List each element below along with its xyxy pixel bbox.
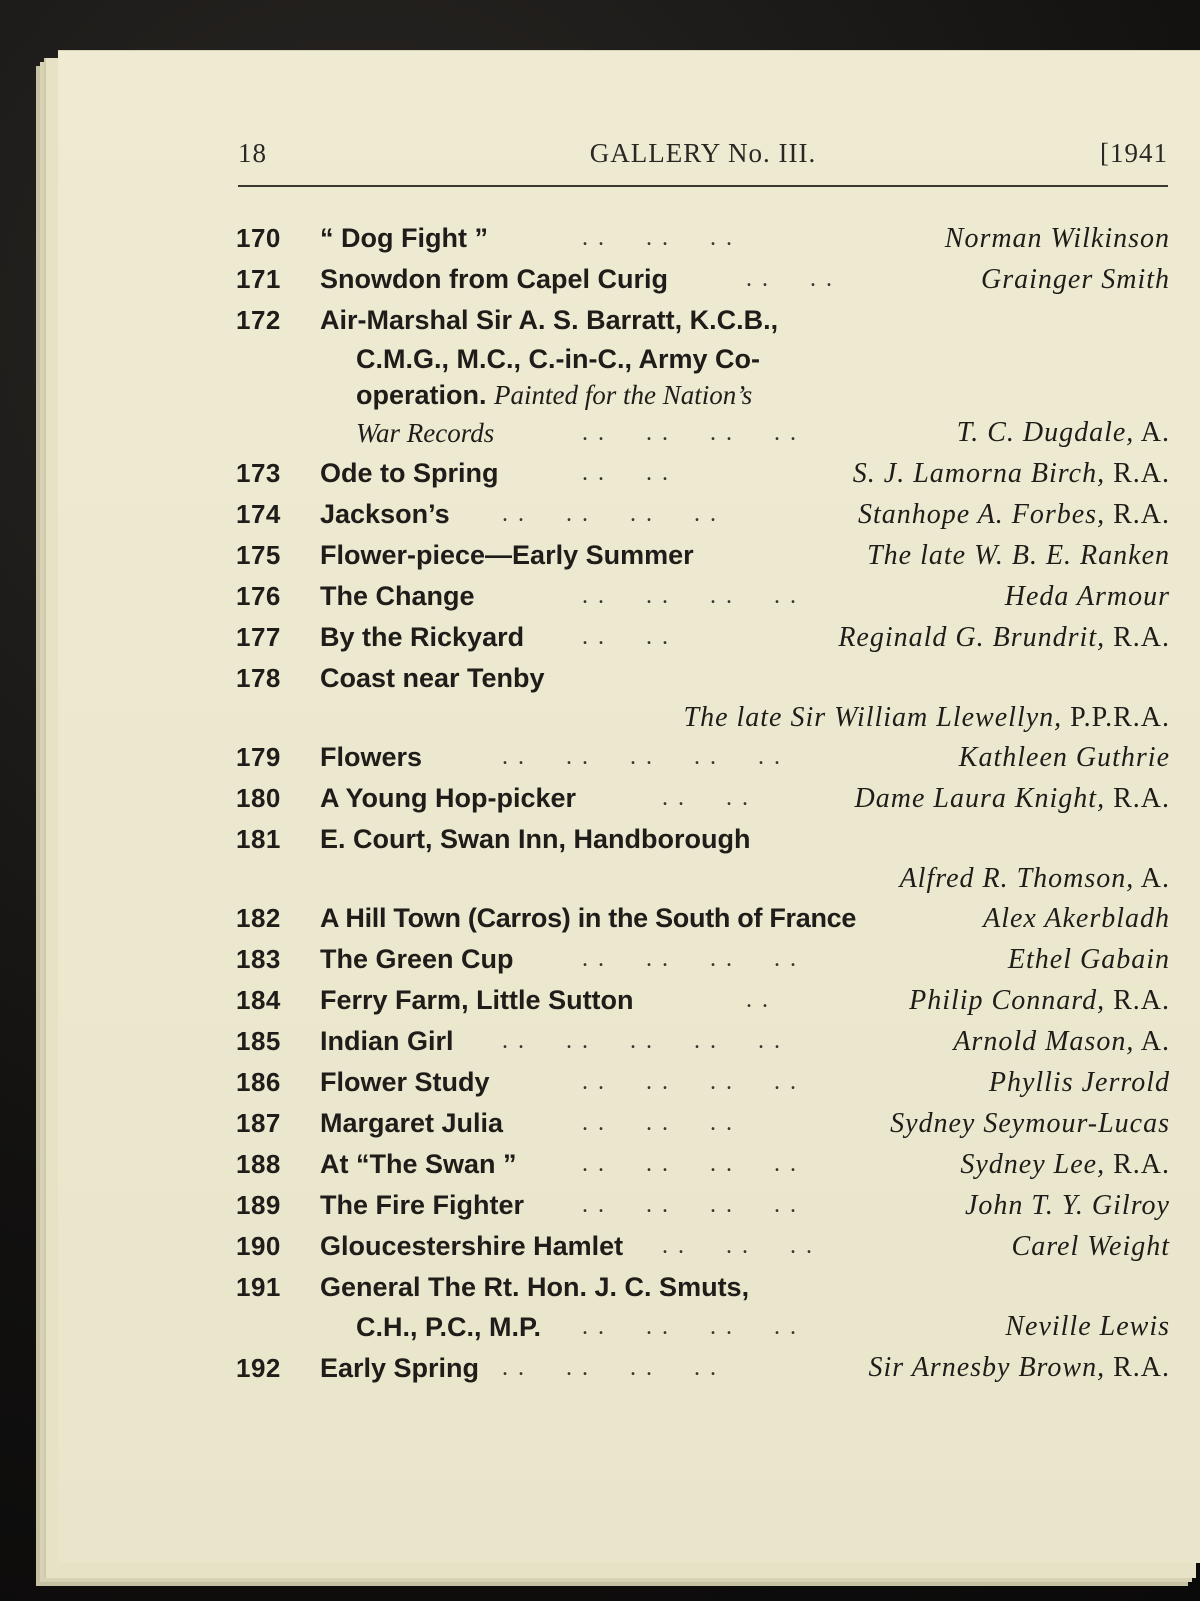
entry-artist: Phyllis Jerrold (988, 1067, 1170, 1098)
entry-artist: The late Sir William Llewellyn, P.P.R.A. (683, 702, 1170, 733)
entry-artist: Grainger Smith (981, 264, 1170, 295)
leader-dots: . . (746, 987, 770, 1013)
entry-title-line-3: operation. Painted for the Nation’s (356, 380, 753, 410)
catalogue-entry (236, 1226, 1170, 1267)
leader-dots: . . . . . . . . (582, 583, 798, 609)
entry-title: Snowdon from Capel Curig (320, 264, 668, 294)
entry-number: 183 (236, 944, 281, 974)
leader-dots: . . . . . . . . (582, 1314, 798, 1340)
entry-number: 181 (236, 824, 281, 854)
catalogue-entry (236, 1267, 1170, 1346)
leader-dots: . . . . . . (582, 1110, 734, 1136)
catalogue-entry (236, 300, 1170, 453)
leader-dots: . . . . . . . . . . (502, 1028, 782, 1054)
catalogue-entry (236, 1021, 1170, 1062)
entry-title: A Young Hop-picker (320, 783, 577, 813)
entry-number: 182 (236, 903, 281, 933)
entry-title: Margaret Julia (320, 1108, 504, 1138)
entry-artist: Norman Wilkinson (944, 223, 1170, 254)
entry-artist: Carel Weight (1011, 1231, 1170, 1262)
entry-title: E. Court, Swan Inn, Handborough (320, 824, 751, 854)
entry-artist: Philip Connard, R.A. (909, 985, 1170, 1016)
catalogue-entry (236, 1185, 1170, 1226)
entry-title: Gloucestershire Hamlet (320, 1231, 624, 1261)
entry-number: 173 (236, 458, 281, 488)
catalogue-entry (236, 494, 1170, 535)
catalogue-entry (236, 617, 1170, 658)
entry-artist: Sydney Seymour-Lucas (890, 1108, 1170, 1139)
entry-title: Ode to Spring (320, 458, 499, 488)
catalogue-entry (236, 259, 1170, 300)
leader-dots: . . . . . . . . (582, 1192, 798, 1218)
entry-title-line-2: C.H., P.C., M.P. (356, 1312, 542, 1342)
entry-title: Jackson’s (320, 499, 450, 529)
entry-number: 177 (236, 622, 281, 652)
entry-title: By the Rickyard (320, 622, 525, 652)
entry-title-line-4: War Records (356, 418, 495, 448)
entry-title-line-1: Air-Marshal Sir A. S. Barratt, K.C.B., (320, 305, 779, 335)
leader-dots: . . . . . . . . (502, 1355, 718, 1381)
header-rule (238, 185, 1168, 187)
catalogue-entry (236, 819, 1170, 898)
entry-title-line-1: General The Rt. Hon. J. C. Smuts, (320, 1272, 750, 1302)
entry-title: Early Spring (320, 1353, 480, 1383)
leader-dots: . . . . (662, 785, 750, 811)
leader-dots: . . . . (746, 266, 834, 292)
catalogue-entry (236, 737, 1170, 778)
leader-dots: . . . . . . . . (582, 420, 798, 446)
entry-number: 172 (236, 305, 281, 335)
catalogue-entry (236, 218, 1170, 259)
entry-number: 188 (236, 1149, 281, 1179)
leader-dots: . . . . . . (662, 1233, 814, 1259)
leader-dots: . . . . . . . . (582, 1151, 798, 1177)
entry-title: At “The Swan ” (320, 1149, 517, 1179)
entry-artist: Dame Laura Knight, R.A. (854, 783, 1170, 814)
catalogue-entry (236, 658, 1170, 737)
leader-dots: . . . . . . . . (582, 946, 798, 972)
entry-title: The Fire Fighter (320, 1190, 525, 1220)
catalogue-entry (236, 535, 1170, 576)
entry-number: 190 (236, 1231, 281, 1261)
catalogue-entry (236, 1346, 1170, 1390)
entry-artist: John T. Y. Gilroy (965, 1190, 1170, 1221)
entry-title-line-2: C.M.G., M.C., C.-in-C., Army Co- (356, 344, 760, 374)
entry-artist: Alex Akerbladh (983, 903, 1170, 934)
entry-title: A Hill Town (Carros) in the South of France (320, 903, 857, 933)
entry-number: 180 (236, 783, 281, 813)
entry-artist: Ethel Gabain (1007, 944, 1170, 975)
entry-artist: Alfred R. Thomson, A. (899, 863, 1170, 894)
catalogue-entry (236, 1103, 1170, 1144)
entry-number: 179 (236, 742, 281, 772)
leader-dots: . . . . . . . . . . (502, 744, 782, 770)
entry-title: The Change (320, 581, 475, 611)
entry-artist: The late W. B. E. Ranken (867, 540, 1170, 571)
leader-dots: . . . . (582, 460, 670, 486)
entry-title: The Green Cup (320, 944, 514, 974)
entry-title: Indian Girl (320, 1026, 454, 1056)
entry-title: Flowers (320, 742, 423, 772)
entry-artist: Heda Armour (1004, 581, 1170, 612)
entry-number: 191 (236, 1272, 281, 1302)
entry-number: 178 (236, 663, 281, 693)
entry-artist: S. J. Lamorna Birch, R.A. (852, 458, 1170, 489)
catalogue-entry (236, 576, 1170, 617)
catalogue-entry (236, 1144, 1170, 1185)
entry-number: 176 (236, 581, 281, 611)
leader-dots: . . . . . . (582, 225, 734, 251)
entry-title: Ferry Farm, Little Sutton (320, 985, 634, 1015)
catalogue-entry (236, 1062, 1170, 1103)
entry-number: 187 (236, 1108, 281, 1138)
entry-number: 186 (236, 1067, 281, 1097)
entry-number: 171 (236, 264, 281, 294)
entry-number: 185 (236, 1026, 281, 1056)
entry-artist: T. C. Dugdale, A. (956, 417, 1170, 448)
catalogue-entry (236, 453, 1170, 494)
entry-title: Coast near Tenby (320, 663, 545, 693)
entry-artist: Sydney Lee, R.A. (960, 1149, 1170, 1180)
entry-number: 189 (236, 1190, 281, 1220)
entry-title: Flower Study (320, 1067, 490, 1097)
page-title: GALLERY No. III. (589, 138, 817, 168)
page-header (238, 138, 1168, 178)
catalogue-entry (236, 898, 1170, 939)
leader-dots: . . . . . . . . (502, 501, 718, 527)
entry-number: 192 (236, 1353, 281, 1383)
entry-title: Flower-piece—Early Summer (320, 540, 694, 570)
entry-artist: Neville Lewis (1005, 1311, 1170, 1342)
entry-number: 184 (236, 985, 281, 1015)
leader-dots: . . . . (582, 624, 670, 650)
entry-number: 175 (236, 540, 281, 570)
entry-artist: Kathleen Guthrie (958, 742, 1170, 773)
catalogue-year: [1941 (1100, 138, 1168, 168)
catalogue-entry (236, 778, 1170, 819)
catalogue-entries (236, 218, 1170, 1390)
entry-number: 174 (236, 499, 281, 529)
entry-artist: Sir Arnesby Brown, R.A. (868, 1352, 1170, 1383)
entry-artist: Reginald G. Brundrit, R.A. (838, 622, 1170, 653)
entry-number: 170 (236, 223, 281, 253)
entry-title: “ Dog Fight ” (320, 223, 488, 253)
page-number: 18 (238, 138, 267, 168)
catalogue-entry (236, 939, 1170, 980)
entry-artist: Arnold Mason, A. (953, 1026, 1170, 1057)
leader-dots: . . . . . . . . (582, 1069, 798, 1095)
catalogue-entry (236, 980, 1170, 1021)
entry-artist: Stanhope A. Forbes, R.A. (857, 499, 1170, 530)
